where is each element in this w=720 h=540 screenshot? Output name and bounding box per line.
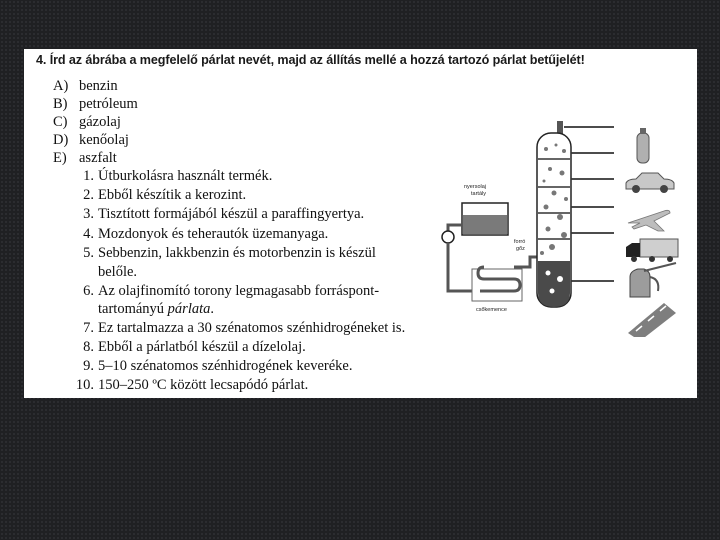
statement-5-continued: belőle. [98, 264, 138, 280]
option-d [53, 132, 129, 149]
question-title: 4. Írd az ábrába a megfelelő párlat nevét, majd az állítás mellé a hozzá tartozó párlat betűjelét! [36, 53, 585, 67]
tank-label-2: tartály [471, 191, 486, 197]
truck-icon [626, 239, 678, 262]
statement-6-continued: tartományú párlata. [98, 301, 214, 317]
option-letter: B) [53, 96, 68, 112]
product-icons [624, 127, 686, 337]
option-text: petróleum [79, 96, 138, 112]
oil-can-icon [630, 263, 676, 297]
option-text: gázolaj [79, 114, 121, 130]
road-icon [628, 303, 676, 337]
statement-1: 1. Útburkolásra használt termék. [83, 168, 273, 184]
car-icon [626, 173, 674, 193]
option-b [53, 96, 138, 113]
statement-10: 10. 150–250 ºC között lecsapódó párlat. [75, 377, 309, 393]
statement-9: 9. 5–10 szénatomos szénhidrogének keveréke. [83, 358, 353, 374]
option-a [53, 78, 118, 95]
pump [442, 231, 454, 243]
option-letter: D) [53, 132, 69, 148]
option-letter: A) [53, 78, 69, 94]
statement-6: 6. Az olajfinomító torony legmagasabb forráspont- [83, 283, 380, 299]
option-letter: E) [53, 150, 67, 166]
gas-cylinder-icon [637, 128, 649, 163]
statement-5: 5. Sebbenzin, lakkbenzin és motorbenzin is készül [83, 245, 376, 261]
option-text: benzin [79, 78, 118, 94]
statement-4: 4. Mozdonyok és teherautók üzemanyaga. [83, 226, 329, 242]
furnace-label: csőkemence [476, 307, 507, 313]
option-letter: C) [53, 114, 68, 130]
column-bottom [538, 261, 570, 307]
crude-oil-level [463, 215, 507, 234]
statement-3: 3. Tisztított formájából készül a paraffingyertya. [83, 206, 365, 222]
option-c [53, 114, 121, 131]
steam-label: forró [514, 239, 526, 245]
statement-8: 8. Ebből a párlatból készül a dízelolaj. [83, 339, 306, 355]
statement-2: 2. Ebből készítik a kerozint. [83, 187, 247, 203]
option-e [53, 150, 117, 167]
tank-label: nyersolaj [464, 184, 487, 190]
airplane-icon [628, 210, 670, 231]
statement-7: 7. Ez tartalmazza a 30 szénatomos szénhidrogéneket is. [83, 320, 406, 336]
worksheet-card [24, 49, 697, 398]
option-text: aszfalt [79, 150, 117, 166]
option-text: kenőolaj [79, 132, 129, 148]
distillation-diagram [424, 121, 614, 321]
steam-label-2: gőz [516, 246, 525, 252]
